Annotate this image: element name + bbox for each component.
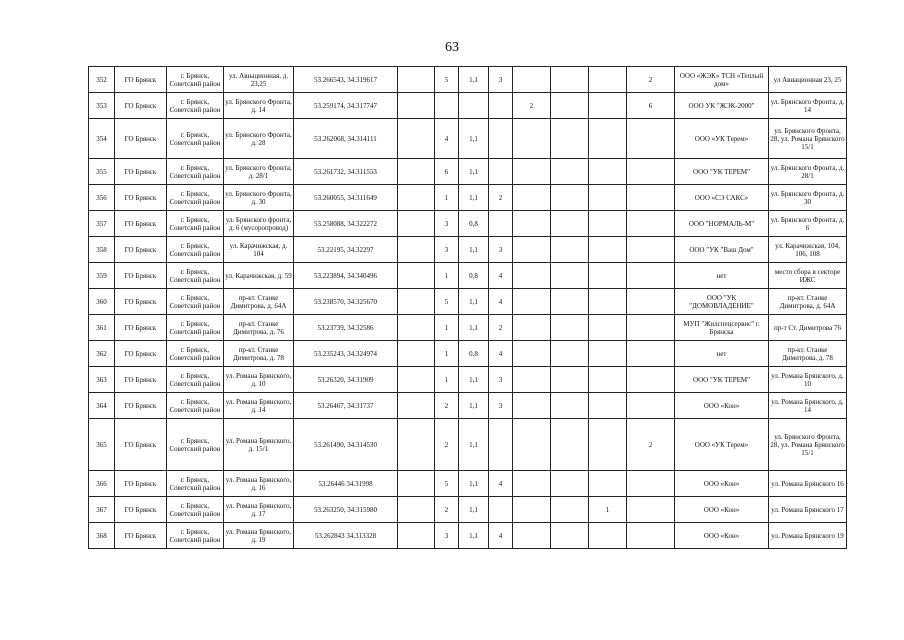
container-count-cell: 5	[435, 289, 459, 315]
served-objects-cell: ул. Брянского Фронта, д. 14	[769, 93, 847, 119]
row-number: 354	[89, 119, 115, 159]
municipality-cell: ГО Брянск	[115, 159, 167, 185]
management-company-cell: нет	[675, 263, 769, 289]
count-cell	[627, 119, 675, 159]
address-cell: пр-кт. Станке Димитрова, д. 78	[224, 341, 294, 367]
empty-cell	[513, 67, 551, 93]
row-number: 359	[89, 263, 115, 289]
served-objects-cell: ул. Карачижская, 104, 106, 108	[769, 237, 847, 263]
municipality-cell: ГО Брянск	[115, 185, 167, 211]
count-cell	[398, 393, 435, 419]
count-cell: 4	[489, 523, 513, 549]
count-cell	[398, 471, 435, 497]
table-row	[89, 185, 847, 211]
count-cell	[489, 211, 513, 237]
empty-cell	[513, 497, 551, 523]
management-company-cell: МУП "Жилспецсервис" г. Брянска	[675, 315, 769, 341]
count-cell	[489, 159, 513, 185]
count-cell: 2	[627, 419, 675, 471]
count-cell: 3	[489, 67, 513, 93]
table-row	[89, 237, 847, 263]
count-cell: 2	[489, 185, 513, 211]
count-cell	[627, 497, 675, 523]
volume-cell: 1,1	[459, 67, 489, 93]
container-count-cell: 5	[435, 67, 459, 93]
empty-cell	[513, 185, 551, 211]
location-cell: г. Брянск, Советский район	[167, 93, 224, 119]
empty-cell	[513, 523, 551, 549]
coordinates-cell: 53.262843 34.313328	[294, 523, 398, 549]
count-cell	[398, 237, 435, 263]
location-cell: г. Брянск, Советский район	[167, 497, 224, 523]
coordinates-cell: 53.235243, 34.324974	[294, 341, 398, 367]
volume-cell: 0,8	[459, 263, 489, 289]
count-cell: 4	[489, 263, 513, 289]
page-number: 63	[445, 40, 459, 55]
count-cell	[398, 119, 435, 159]
table-row	[89, 93, 847, 119]
empty-cell	[589, 67, 627, 93]
coordinates-cell: 53.260055, 34.311649	[294, 185, 398, 211]
empty-cell	[589, 119, 627, 159]
management-company-cell: ООО "УК ТЕРЕМ"	[675, 159, 769, 185]
municipality-cell: ГО Брянск	[115, 367, 167, 393]
empty-cell	[513, 289, 551, 315]
volume-cell: 1,1	[459, 497, 489, 523]
container-count-cell: 3	[435, 523, 459, 549]
count-cell	[551, 523, 589, 549]
container-count-cell: 3	[435, 211, 459, 237]
empty-cell	[589, 93, 627, 119]
volume-cell: 1,1	[459, 159, 489, 185]
count-cell	[551, 497, 589, 523]
count-cell	[398, 315, 435, 341]
container-count-cell	[435, 93, 459, 119]
row-number: 360	[89, 289, 115, 315]
location-cell: г. Брянск, Советский район	[167, 341, 224, 367]
location-cell: г. Брянск, Советский район	[167, 289, 224, 315]
row-number: 355	[89, 159, 115, 185]
served-objects-cell: ул. Романа Брянского, д. 10	[769, 367, 847, 393]
address-cell: ул. Романа Брянского, д. 16	[224, 471, 294, 497]
count-cell	[489, 419, 513, 471]
count-cell: 3	[489, 367, 513, 393]
coordinates-cell: 53.26467, 34.31737	[294, 393, 398, 419]
coordinates-cell: 53.261490, 34.314530	[294, 419, 398, 471]
count-cell: 6	[627, 93, 675, 119]
count-cell	[627, 211, 675, 237]
coordinates-cell: 53.263250, 34.315980	[294, 497, 398, 523]
address-cell: ул. Брянского Фронта, д. 28/1	[224, 159, 294, 185]
address-cell: ул. Романа Брянского, д. 10	[224, 367, 294, 393]
empty-cell	[589, 237, 627, 263]
count-cell	[398, 93, 435, 119]
coordinates-cell: 53.26320, 34.31909	[294, 367, 398, 393]
location-cell: г. Брянск, Советский район	[167, 67, 224, 93]
management-company-cell: ООО "УК "ДОМОВЛАДЕНИЕ"	[675, 289, 769, 315]
served-objects-cell: ул. Романа Брянского 16	[769, 471, 847, 497]
row-number: 366	[89, 471, 115, 497]
empty-cell	[589, 471, 627, 497]
coordinates-cell: 53.23739, 34.32586	[294, 315, 398, 341]
municipality-cell: ГО Брянск	[115, 419, 167, 471]
count-cell: 2	[627, 67, 675, 93]
count-cell	[489, 497, 513, 523]
management-company-cell: ООО «Кон»	[675, 497, 769, 523]
coordinates-cell: 53.238570, 34.325670	[294, 289, 398, 315]
management-company-cell: ООО "УК "Ваш Дом"	[675, 237, 769, 263]
coordinates-cell: 53.266543, 34.319617	[294, 67, 398, 93]
coordinates-cell: 53.223894, 34.340496	[294, 263, 398, 289]
count-cell	[551, 419, 589, 471]
count-cell	[627, 159, 675, 185]
location-cell: г. Брянск, Советский район	[167, 185, 224, 211]
served-objects-cell: ул. Романа Брянского 17	[769, 497, 847, 523]
container-count-cell: 1	[435, 367, 459, 393]
count-cell	[551, 237, 589, 263]
management-company-cell: ООО "НОРМАЛЬ-М"	[675, 211, 769, 237]
address-cell: ул. Карачижская, д. 104	[224, 237, 294, 263]
served-objects-cell: пр-т Ст. Димитрова 76	[769, 315, 847, 341]
count-cell: 3	[489, 393, 513, 419]
table-row	[89, 393, 847, 419]
empty-cell	[589, 289, 627, 315]
count-cell: 2	[489, 315, 513, 341]
served-objects-cell: пр-кт. Станке Димитрова, д. 64А	[769, 289, 847, 315]
address-cell: пр-кт. Станке Димитрова, д. 76	[224, 315, 294, 341]
empty-cell	[513, 159, 551, 185]
municipality-cell: ГО Брянск	[115, 315, 167, 341]
address-cell: ул. Романа Брянского, д. 17	[224, 497, 294, 523]
count-cell	[398, 289, 435, 315]
volume-cell: 1,1	[459, 471, 489, 497]
location-cell: г. Брянск, Советский район	[167, 315, 224, 341]
empty-cell	[513, 211, 551, 237]
location-cell: г. Брянск, Советский район	[167, 471, 224, 497]
container-count-cell: 1	[435, 315, 459, 341]
municipality-cell: ГО Брянск	[115, 93, 167, 119]
row-number: 364	[89, 393, 115, 419]
location-cell: г. Брянск, Советский район	[167, 419, 224, 471]
volume-cell: 0,8	[459, 211, 489, 237]
volume-cell: 1,1	[459, 393, 489, 419]
empty-cell	[589, 263, 627, 289]
coordinates-cell: 53.22195, 34.32297	[294, 237, 398, 263]
empty-cell	[589, 211, 627, 237]
count-cell: 4	[489, 471, 513, 497]
count-cell	[551, 93, 589, 119]
row-number: 368	[89, 523, 115, 549]
address-cell: ул. Романа Брянского, д. 14	[224, 393, 294, 419]
volume-cell: 1,1	[459, 185, 489, 211]
management-company-cell: нет	[675, 341, 769, 367]
location-cell: г. Брянск, Советский район	[167, 523, 224, 549]
row-number: 353	[89, 93, 115, 119]
row-number: 362	[89, 341, 115, 367]
address-cell: ул. Карачижская, д. 59	[224, 263, 294, 289]
served-objects-cell: ул. Брянского Фронта, д. 28/1	[769, 159, 847, 185]
location-cell: г. Брянск, Советский район	[167, 263, 224, 289]
container-count-cell: 3	[435, 237, 459, 263]
count-cell	[551, 393, 589, 419]
container-count-cell: 5	[435, 471, 459, 497]
coordinates-cell: 53.258088, 34.322272	[294, 211, 398, 237]
empty-cell	[513, 119, 551, 159]
table-row	[89, 523, 847, 549]
address-cell: ул. Брянского фронта, д. 6 (мусоропровод)	[224, 211, 294, 237]
count-cell	[489, 119, 513, 159]
management-company-cell: ООО УК "ЖЭК-2000"	[675, 93, 769, 119]
location-cell: г. Брянск, Советский район	[167, 211, 224, 237]
count-cell	[551, 185, 589, 211]
management-company-cell: ООО «Кон»	[675, 523, 769, 549]
count-cell	[627, 315, 675, 341]
empty-cell	[513, 471, 551, 497]
container-count-cell: 2	[435, 419, 459, 471]
volume-cell: 0,8	[459, 341, 489, 367]
registry-table	[88, 66, 847, 549]
empty-cell	[513, 263, 551, 289]
count-cell	[398, 419, 435, 471]
count-cell	[398, 263, 435, 289]
coordinates-cell: 53.26446 34.31998	[294, 471, 398, 497]
table-body	[89, 67, 847, 549]
table-row	[89, 159, 847, 185]
volume-cell: 1,1	[459, 523, 489, 549]
count-cell	[398, 497, 435, 523]
empty-cell	[589, 341, 627, 367]
count-cell	[398, 367, 435, 393]
empty-cell	[589, 185, 627, 211]
municipality-cell: ГО Брянск	[115, 119, 167, 159]
row-number: 357	[89, 211, 115, 237]
count-cell	[398, 185, 435, 211]
count-cell	[398, 211, 435, 237]
container-count-cell: 6	[435, 159, 459, 185]
row-number: 358	[89, 237, 115, 263]
management-company-cell: ООО «УК Терем»	[675, 119, 769, 159]
count-cell	[551, 289, 589, 315]
count-cell	[627, 367, 675, 393]
table-row	[89, 341, 847, 367]
location-cell: г. Брянск, Советский район	[167, 159, 224, 185]
empty-cell	[513, 419, 551, 471]
count-cell	[627, 393, 675, 419]
location-cell: г. Брянск, Советский район	[167, 119, 224, 159]
served-objects-cell: ул. Брянского Фронта, 28, ул. Романа Брянского 15/1	[769, 119, 847, 159]
count-cell	[627, 289, 675, 315]
address-cell: ул. Авиационная, д. 23,25	[224, 67, 294, 93]
municipality-cell: ГО Брянск	[115, 341, 167, 367]
management-company-cell: ООО «УК Терем»	[675, 419, 769, 471]
empty-cell: 1	[589, 497, 627, 523]
count-cell	[489, 93, 513, 119]
volume-cell: 1,1	[459, 419, 489, 471]
empty-cell	[589, 419, 627, 471]
management-company-cell: ООО «ЖЭК» ТСН «Теплый дом»	[675, 67, 769, 93]
count-cell	[551, 315, 589, 341]
served-objects-cell: ул. Романа Брянского 19	[769, 523, 847, 549]
coordinates-cell: 53.261732, 34.311553	[294, 159, 398, 185]
container-count-cell: 1	[435, 263, 459, 289]
municipality-cell: ГО Брянск	[115, 263, 167, 289]
location-cell: г. Брянск, Советский район	[167, 393, 224, 419]
count-cell	[627, 237, 675, 263]
location-cell: г. Брянск, Советский район	[167, 367, 224, 393]
empty-cell	[589, 367, 627, 393]
municipality-cell: ГО Брянск	[115, 523, 167, 549]
container-count-cell: 4	[435, 119, 459, 159]
address-cell: ул. Романа Брянского, д. 19	[224, 523, 294, 549]
count-cell	[398, 341, 435, 367]
row-number: 352	[89, 67, 115, 93]
served-objects-cell: ул. Брянского Фронта, д. 6	[769, 211, 847, 237]
empty-cell	[513, 341, 551, 367]
count-cell	[627, 471, 675, 497]
municipality-cell: ГО Брянск	[115, 289, 167, 315]
volume-cell: 1,1	[459, 315, 489, 341]
count-cell	[398, 67, 435, 93]
address-cell: ул. Брянского Фронта, д. 28	[224, 119, 294, 159]
municipality-cell: ГО Брянск	[115, 471, 167, 497]
table-row	[89, 289, 847, 315]
empty-cell	[513, 315, 551, 341]
empty-cell	[513, 367, 551, 393]
table-row	[89, 367, 847, 393]
coordinates-cell: 53.262068, 34.314111	[294, 119, 398, 159]
table-row	[89, 315, 847, 341]
served-objects-cell: ул. Романа Брянского, д. 14	[769, 393, 847, 419]
container-count-cell: 1	[435, 185, 459, 211]
management-company-cell: ООО «СЭ САКС»	[675, 185, 769, 211]
count-cell	[551, 211, 589, 237]
volume-cell: 1,1	[459, 237, 489, 263]
empty-cell: 2	[513, 93, 551, 119]
empty-cell	[589, 315, 627, 341]
table-row	[89, 471, 847, 497]
row-number: 365	[89, 419, 115, 471]
count-cell	[551, 341, 589, 367]
municipality-cell: ГО Брянск	[115, 237, 167, 263]
container-count-cell: 2	[435, 497, 459, 523]
municipality-cell: ГО Брянск	[115, 67, 167, 93]
address-cell: ул. Брянского Фронта, д. 30	[224, 185, 294, 211]
container-count-cell: 2	[435, 393, 459, 419]
count-cell	[551, 263, 589, 289]
served-objects-cell: ул. Брянского Фронта, 28, ул. Романа Брянского 15/1	[769, 419, 847, 471]
table-row	[89, 497, 847, 523]
empty-cell	[513, 393, 551, 419]
count-cell	[627, 185, 675, 211]
coordinates-cell: 53.259174, 34.317747	[294, 93, 398, 119]
volume-cell: 1,1	[459, 367, 489, 393]
table-row	[89, 119, 847, 159]
count-cell: 4	[489, 289, 513, 315]
count-cell	[627, 341, 675, 367]
volume-cell: 1,1	[459, 289, 489, 315]
management-company-cell: ООО "УК ТЕРЕМ"	[675, 367, 769, 393]
count-cell: 4	[489, 341, 513, 367]
empty-cell	[589, 393, 627, 419]
table-row	[89, 67, 847, 93]
row-number: 367	[89, 497, 115, 523]
municipality-cell: ГО Брянск	[115, 393, 167, 419]
empty-cell	[589, 159, 627, 185]
count-cell	[398, 159, 435, 185]
row-number: 361	[89, 315, 115, 341]
table-row	[89, 211, 847, 237]
count-cell	[551, 67, 589, 93]
count-cell	[627, 523, 675, 549]
served-objects-cell: ул Авиационная 23, 25	[769, 67, 847, 93]
management-company-cell: ООО «Кон»	[675, 471, 769, 497]
volume-cell	[459, 93, 489, 119]
volume-cell: 1,1	[459, 119, 489, 159]
address-cell: пр-кт. Станке Димитрова, д. 64А	[224, 289, 294, 315]
served-objects-cell: ул. Брянского Фронта, д. 30	[769, 185, 847, 211]
empty-cell	[589, 523, 627, 549]
row-number: 356	[89, 185, 115, 211]
municipality-cell: ГО Брянск	[115, 497, 167, 523]
count-cell	[398, 523, 435, 549]
served-objects-cell: пр-кт. Станке Димитрова, д. 78	[769, 341, 847, 367]
count-cell	[627, 263, 675, 289]
count-cell: 3	[489, 237, 513, 263]
location-cell: г. Брянск, Советский район	[167, 237, 224, 263]
table-row	[89, 263, 847, 289]
address-cell: ул. Романа Брянского, д. 15/1	[224, 419, 294, 471]
count-cell	[551, 367, 589, 393]
management-company-cell: ООО «Кон»	[675, 393, 769, 419]
municipality-cell: ГО Брянск	[115, 211, 167, 237]
count-cell	[551, 471, 589, 497]
empty-cell	[513, 237, 551, 263]
address-cell: ул. Брянского Фронта, д. 14	[224, 93, 294, 119]
container-count-cell: 1	[435, 341, 459, 367]
row-number: 363	[89, 367, 115, 393]
table-row	[89, 419, 847, 471]
served-objects-cell: место сбора в секторе ИЖС	[769, 263, 847, 289]
count-cell	[551, 159, 589, 185]
count-cell	[551, 119, 589, 159]
